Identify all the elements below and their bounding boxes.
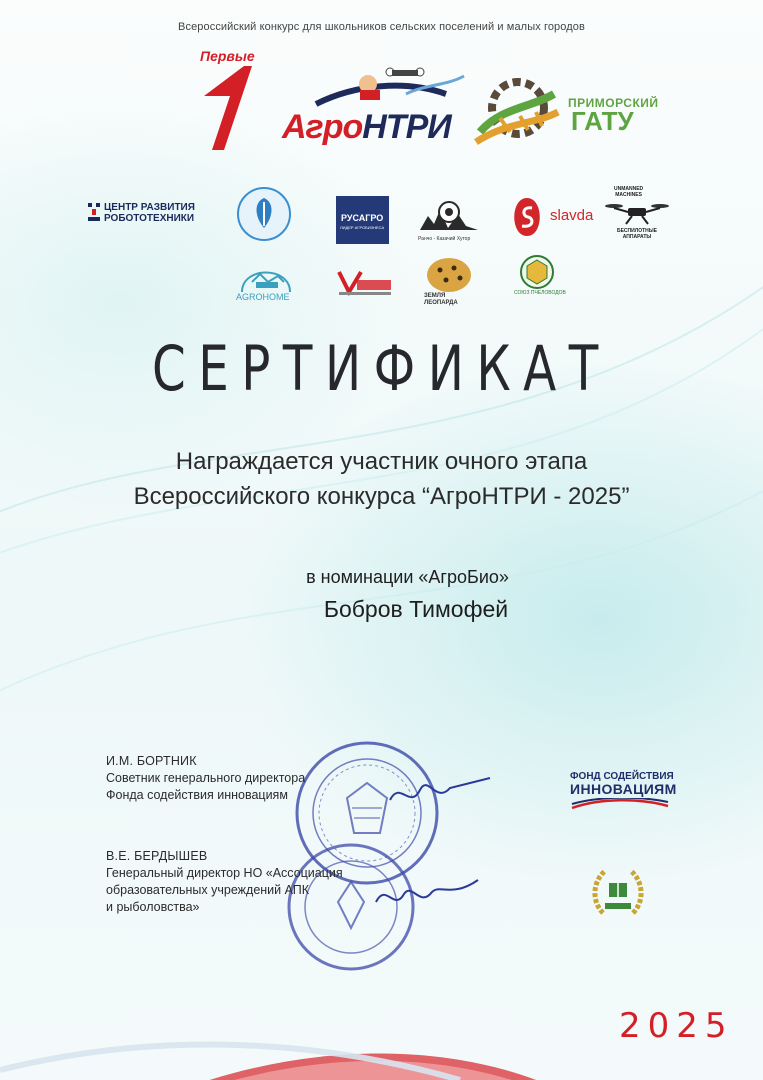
train-plant-logo-icon [335, 266, 393, 298]
signatory-1-name: И.М. БОРТНИК [106, 754, 197, 768]
robotics-center-icon [86, 203, 102, 223]
award-text [0, 444, 763, 514]
award-line-1: Награждается участник очного этапа [175, 448, 588, 475]
agrohome-logo-icon [238, 252, 294, 294]
signatory-2-title-line1: Генеральный директор НО «Ассоциация [106, 866, 343, 880]
beekeepers-union-logo-icon [514, 254, 560, 290]
nomination-text: в номинации «АгроБио» [306, 567, 509, 587]
rusagro-logo-subtext: ЛИДЕР АГРОБИЗНЕСА [340, 225, 385, 230]
signatory-1-title-line2: Фонда содействия инновациям [106, 788, 288, 802]
fund-logo-swoosh-icon [570, 798, 670, 810]
pervye-logo-text: Первые [200, 48, 255, 64]
robotics-center-line1: ЦЕНТР РАЗВИТИЯ [104, 202, 195, 213]
agrontri-logo-text [282, 108, 451, 147]
agrohome-logo-text: AGROHOME [236, 292, 290, 302]
drone-logo-top-line2: MACHINES [615, 192, 642, 198]
signatory-1 [106, 753, 305, 804]
signature-1 [380, 760, 500, 820]
fund-logo-line2: ИННОВАЦИЯМ [570, 781, 677, 797]
drone-icon [604, 200, 670, 228]
gatu-gear-icon [470, 72, 562, 148]
signatory-2-name: В.Е. БЕРДЫШЕВ [106, 849, 208, 863]
certificate-title: СЕРТИФИКАТ [151, 332, 611, 405]
zemlya-line2: ЛЕОПАРДА [424, 300, 458, 306]
gatu-logo-line2: ГАТУ [571, 106, 634, 136]
robotics-center-logo-text [104, 202, 195, 224]
vet-service-emblem-icon [236, 186, 292, 242]
signature-2 [368, 872, 488, 922]
zemlya-line1: ЗЕМЛЯ [424, 293, 446, 299]
drone-logo-top-line1: UNMANNED [614, 186, 644, 192]
drone-logo-bottom-text [617, 228, 657, 240]
signatory-2-title-line2: образовательных учреждений АПК [106, 883, 310, 897]
rusagro-logo-text: РУСАГРО [341, 213, 384, 223]
slavda-logo-icon [508, 196, 546, 238]
agrontri-drone-icon [296, 64, 466, 112]
slavda-logo-text: slavda [550, 207, 594, 224]
beekeepers-union-logo-text: СОЮЗ ПЧЕЛОВОДОВ [514, 290, 566, 296]
competition-subtitle: Всероссийский конкурс для школьников сельских поселений и малых городов [178, 21, 585, 33]
signatory-2-title-line3: и рыболовства» [106, 900, 200, 914]
signatory-2 [106, 848, 343, 916]
agrontri-logo-agro: Агро [282, 108, 363, 146]
association-wreath-icon [589, 865, 647, 923]
drone-logo-bottom-line1: БЕСПИЛОТНЫЕ [617, 228, 658, 234]
leopard-logo-icon [424, 256, 474, 294]
rancho-logo-text: Ранчо - Казачий Хутор [418, 236, 471, 242]
drone-logo-top-text [614, 186, 643, 198]
rancho-logo-icon [418, 194, 480, 236]
recipient-name: Бобров Тимофей [323, 596, 509, 622]
award-line-2: Всероссийского конкурса “АгроНТРИ - 2025” [133, 483, 630, 510]
signatory-1-title-line1: Советник генерального директора [106, 771, 306, 785]
zemlya-leoparda-logo-text [424, 293, 458, 307]
robotics-center-line2: РОБОТОТЕХНИКИ [104, 213, 195, 224]
pervye-logo-icon [200, 62, 260, 154]
certificate-year: 2025 [619, 1006, 734, 1046]
gatu-logo-line1: ПРИМОРСКИЙ [568, 96, 659, 110]
drone-logo-bottom-line2: АППАРАТЫ [622, 234, 652, 240]
fund-logo-line1: ФОНД СОДЕЙСТВИЯ [570, 771, 674, 782]
agrontri-logo-ntri: НТРИ [362, 108, 451, 146]
